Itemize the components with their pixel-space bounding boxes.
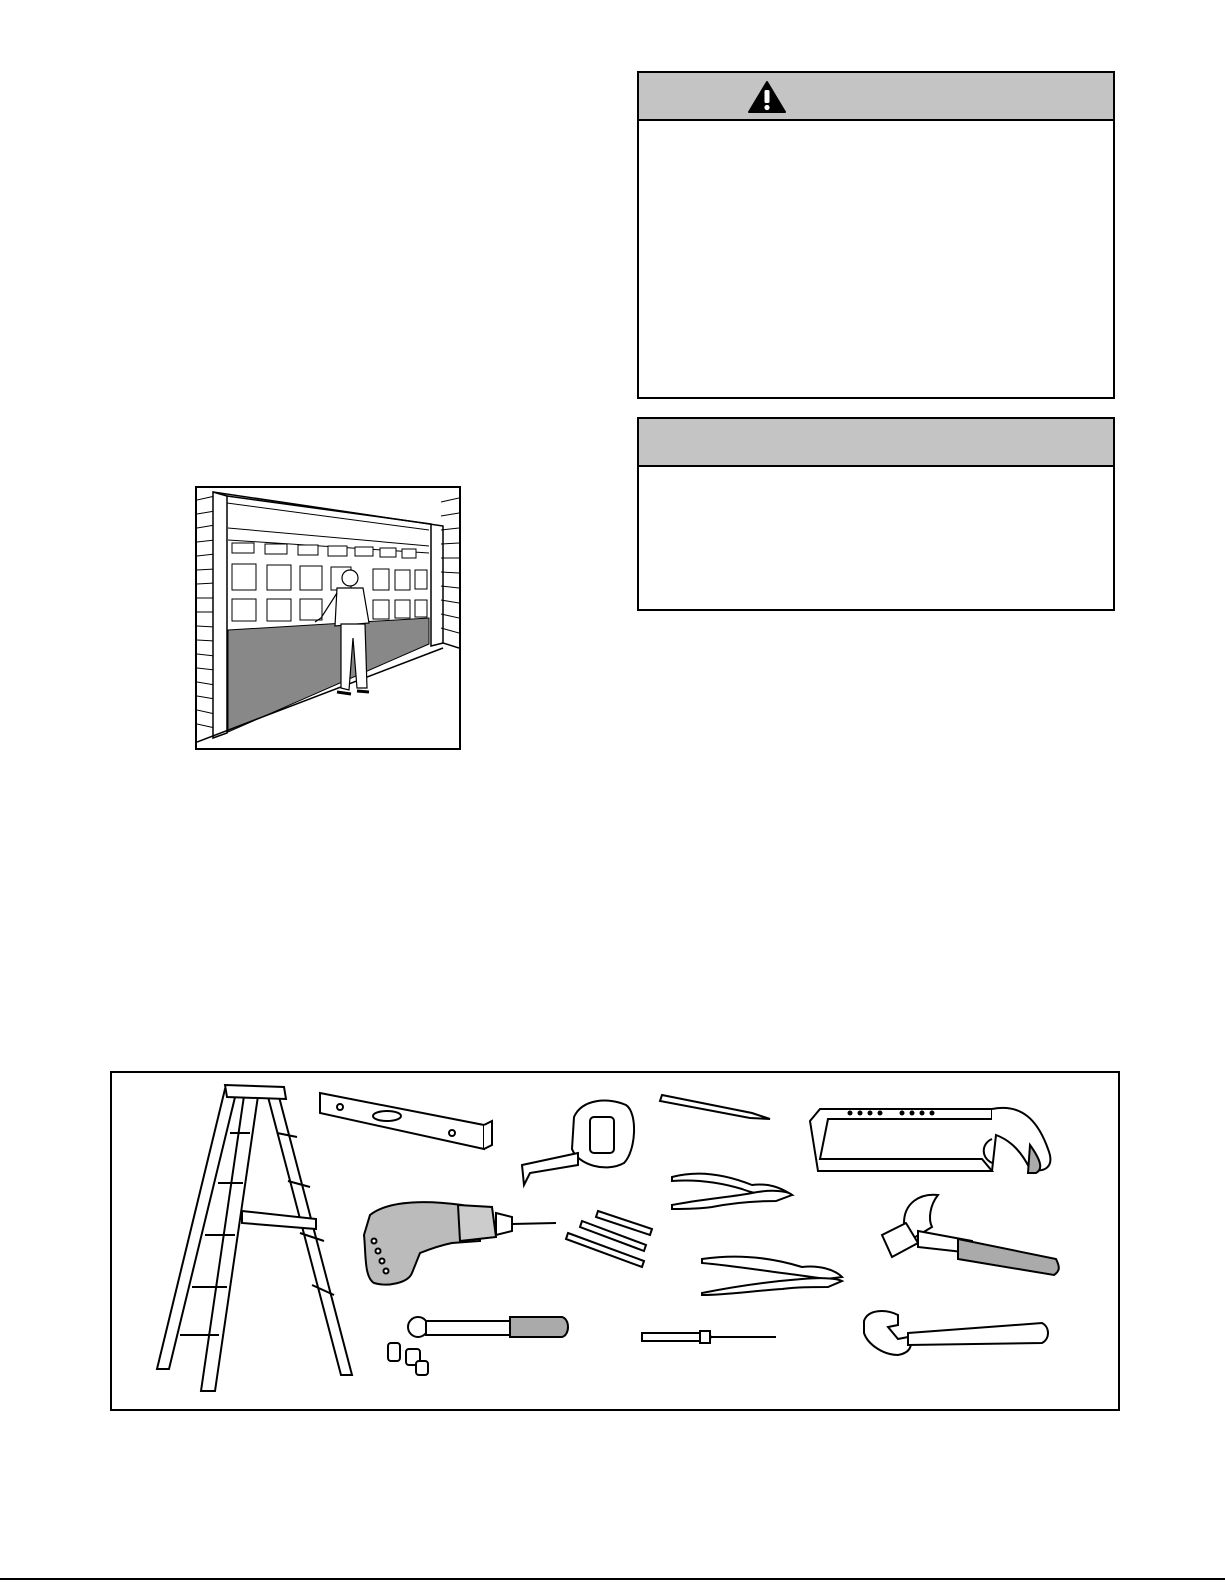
level-icon [320,1093,492,1149]
wire-cutter-icon [672,1174,792,1209]
warning-panel [637,71,1115,399]
page-bottom-rule [0,1578,1225,1580]
stepladder-icon [157,1085,352,1391]
pencil-icon [660,1095,770,1119]
drill-icon [364,1202,556,1284]
warning-panel-header [639,73,1113,121]
garage-door-illustration [195,486,461,750]
hacksaw-icon [810,1108,1050,1173]
tools-needed-panel [110,1071,1120,1411]
drill-bits-icon [566,1211,652,1267]
pliers-icon [702,1257,842,1295]
ratchet-sockets-icon [388,1317,568,1375]
caution-panel [637,417,1115,611]
screwdriver-icon [642,1331,776,1343]
hammer-icon [882,1195,1059,1275]
warning-triangle-icon [747,80,787,114]
tape-measure-icon [522,1101,634,1185]
adjustable-wrench-icon [864,1311,1048,1355]
caution-panel-header [639,419,1113,467]
